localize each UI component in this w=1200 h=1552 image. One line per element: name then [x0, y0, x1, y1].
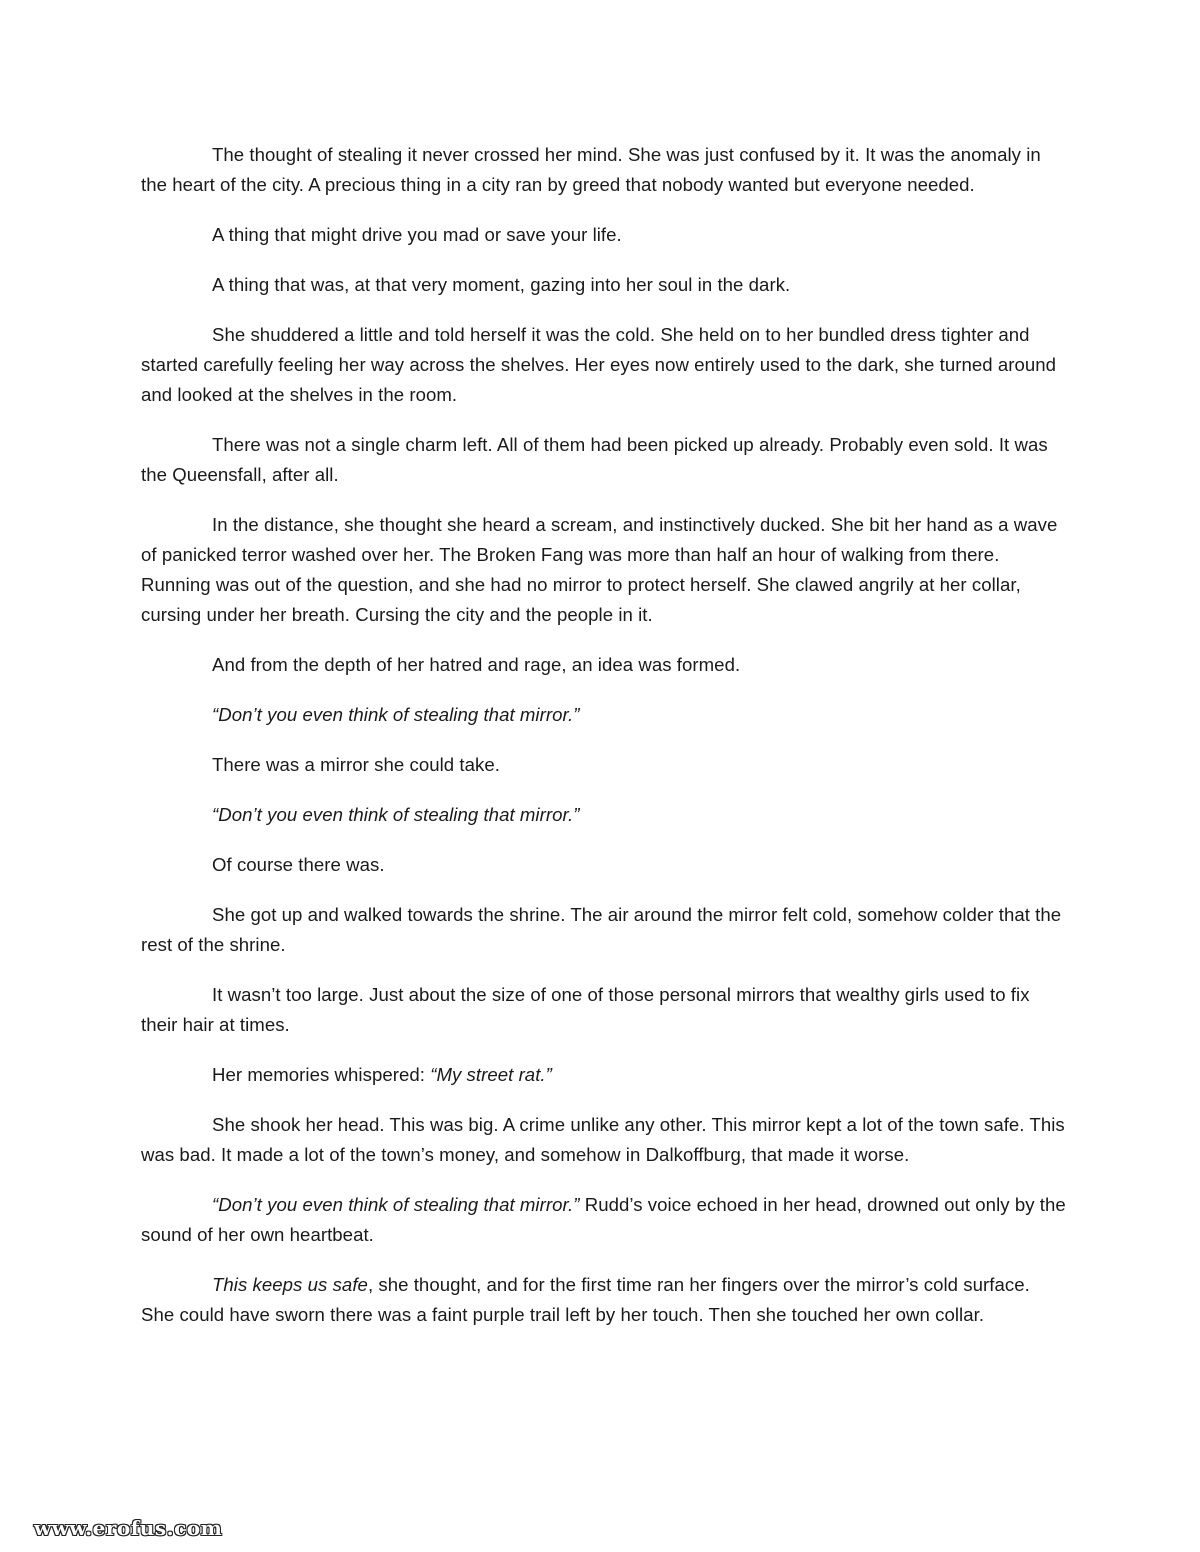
paragraph-2: A thing that might drive you mad or save your life.	[212, 224, 622, 245]
paragraph-8-quote: “Don’t you even think of stealing that mirror.”	[212, 704, 580, 725]
paragraph-3: A thing that was, at that very moment, gazing into her soul in the dark.	[212, 274, 791, 295]
paragraph-14: Her memories whispered: “My street rat.”	[212, 1064, 552, 1085]
paragraph-4: She shuddered a little and told herself it was the cold. She held on to her bundled dress tighter and started carefully feeling her way across the shelves. Her eyes now entirely used to the dark, she turned around and looked at the shelves in the room.	[141, 324, 1057, 405]
paragraph-16: “Don’t you even think of stealing that mirror.” Rudd’s voice echoed in her head, drowned out only by the sound of her own heartbeat.	[141, 1194, 1066, 1245]
paragraph-1: The thought of stealing it never crossed her mind. She was just confused by it. It was the anomaly in the heart of the city. A precious thing in a city ran by greed that nobody wanted but everyone needed.	[141, 144, 1041, 195]
paragraph-9: There was a mirror she could take.	[212, 754, 500, 775]
paragraph-11: Of course there was.	[212, 854, 385, 875]
document-page	[141, 140, 1066, 1350]
watermark-text: www.erofus.com	[34, 1516, 223, 1540]
paragraph-17: This keeps us safe, she thought, and for the first time ran her fingers over the mirror’s cold surface. She could have sworn there was a faint purple trail left by her touch. Then she touched her own collar.	[141, 1274, 1030, 1325]
paragraph-15: She shook her head. This was big. A crime unlike any other. This mirror kept a lot of the town safe. This was bad. It made a lot of the town’s money, and somehow in Dalkoffburg, that made it worse.	[141, 1114, 1065, 1165]
paragraph-6: In the distance, she thought she heard a scream, and instinctively ducked. She bit her hand as a wave of panicked terror washed over her. The Broken Fang was more than half an hour of walking from there. Running was out of the question, and she had no mirror to protect herself. She clawed angrily at her collar, cursing under her breath. Cursing the city and the people in it.	[141, 514, 1058, 625]
paragraph-10-quote: “Don’t you even think of stealing that mirror.”	[212, 804, 580, 825]
paragraph-5: There was not a single charm left. All of them had been picked up already. Probably even sold. It was the Queensfall, after all.	[141, 434, 1048, 485]
paragraph-13: It wasn’t too large. Just about the size of one of those personal mirrors that wealthy girls used to fix their hair at times.	[141, 984, 1030, 1035]
paragraph-7: And from the depth of her hatred and rage, an idea was formed.	[212, 654, 741, 675]
paragraph-12: She got up and walked towards the shrine. The air around the mirror felt cold, somehow colder that the rest of the shrine.	[141, 904, 1062, 955]
